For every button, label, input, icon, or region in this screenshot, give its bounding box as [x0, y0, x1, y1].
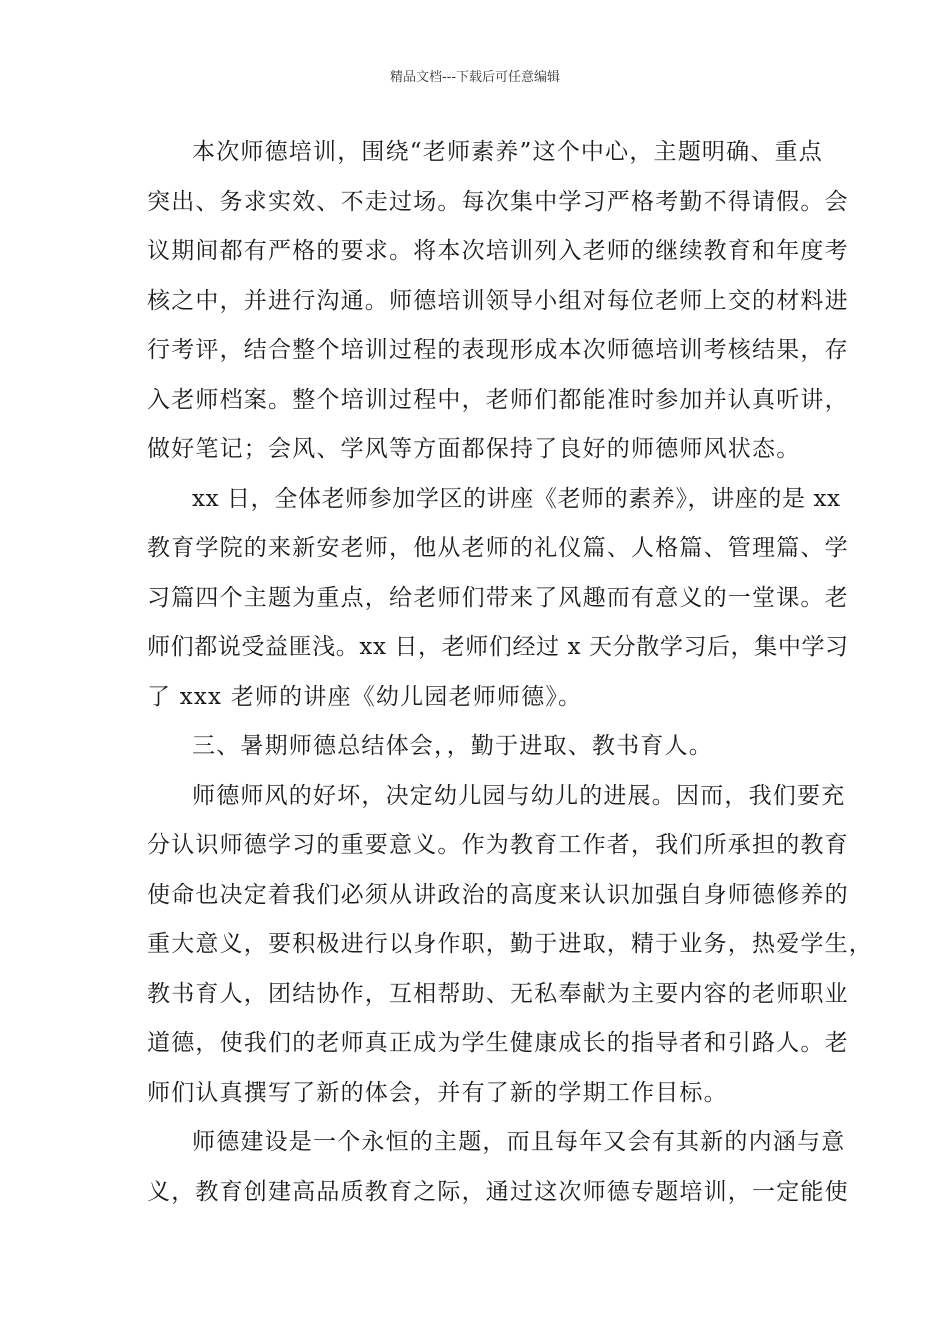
text-line: 重大意义，要积极进行以身作职，勤于进取，精于业务，热爱学生，: [147, 931, 873, 957]
text-line: 教书育人，团结协作，互相帮助、无私奉献为主要内容的老师职业: [147, 980, 849, 1007]
text-line: xx 日，全体老师参加学区的讲座《老师的素养》，讲座的是 xx: [192, 485, 841, 512]
text-line: 师德师风的好坏，决定幼儿园与幼儿的进展。因而，我们要充: [192, 782, 846, 809]
text-line: 使命也决定着我们必须从讲政治的高度来认识加强自身师德修养的: [147, 881, 849, 908]
text-line: 核之中，并进行沟通。师德培训领导小组对每位老师上交的材料进: [147, 287, 849, 314]
text-line: 分认识师德学习的重要意义。作为教育工作者，我们所承担的教育: [147, 832, 849, 858]
text-line: 做好笔记；会风、学风等方面都保持了良好的师德师风状态。: [147, 436, 801, 462]
text-line: 义，教育创建高品质教育之际，通过这次师德专题培训，一定能使: [147, 1178, 849, 1205]
text-line: 本次师德培训，围绕“老师素养”这个中心，主题明确、重点: [192, 139, 823, 165]
page-header: 精品文档---下载后可任意编辑: [389, 70, 561, 85]
text-line: 了 xxx 老师的讲座《幼儿园老师师德》。: [147, 683, 583, 710]
text-line: 师们认真撰写了新的体会，并有了新的学期工作目标。: [147, 1079, 728, 1106]
text-line: 师们都说受益匪浅。xx 日，老师们经过 x 天分散学习后，集中学习: [147, 634, 849, 660]
text-line: 道德，使我们的老师真正成为学生健康成长的指导者和引路人。老: [147, 1030, 849, 1056]
text-line: 议期间都有严格的要求。将本次培训列入老师的继续教育和年度考: [147, 238, 849, 264]
section-heading: 三、暑期师德总结体会，，勤于进取、教书育人。: [192, 733, 713, 759]
text-line: 入老师档案。整个培训过程中，老师们都能准时参加并认真听讲，: [147, 386, 849, 413]
text-line: 教育学院的来新安老师，他从老师的礼仪篇、人格篇、管理篇、学: [147, 535, 849, 561]
text-line: 突出、务求实效、不走过场。每次集中学习严格考勤不得请假。会: [147, 188, 849, 215]
text-line: 习篇四个主题为重点，给老师们带来了风趣而有意义的一堂课。老: [147, 584, 849, 611]
text-line: 行考评，结合整个培训过程的表现形成本次师德培训考核结果，存: [147, 337, 849, 363]
document-body: [147, 134, 873, 1223]
text-line: 师德建设是一个永恒的主题，而且每年又会有其新的内涵与意: [192, 1129, 846, 1155]
